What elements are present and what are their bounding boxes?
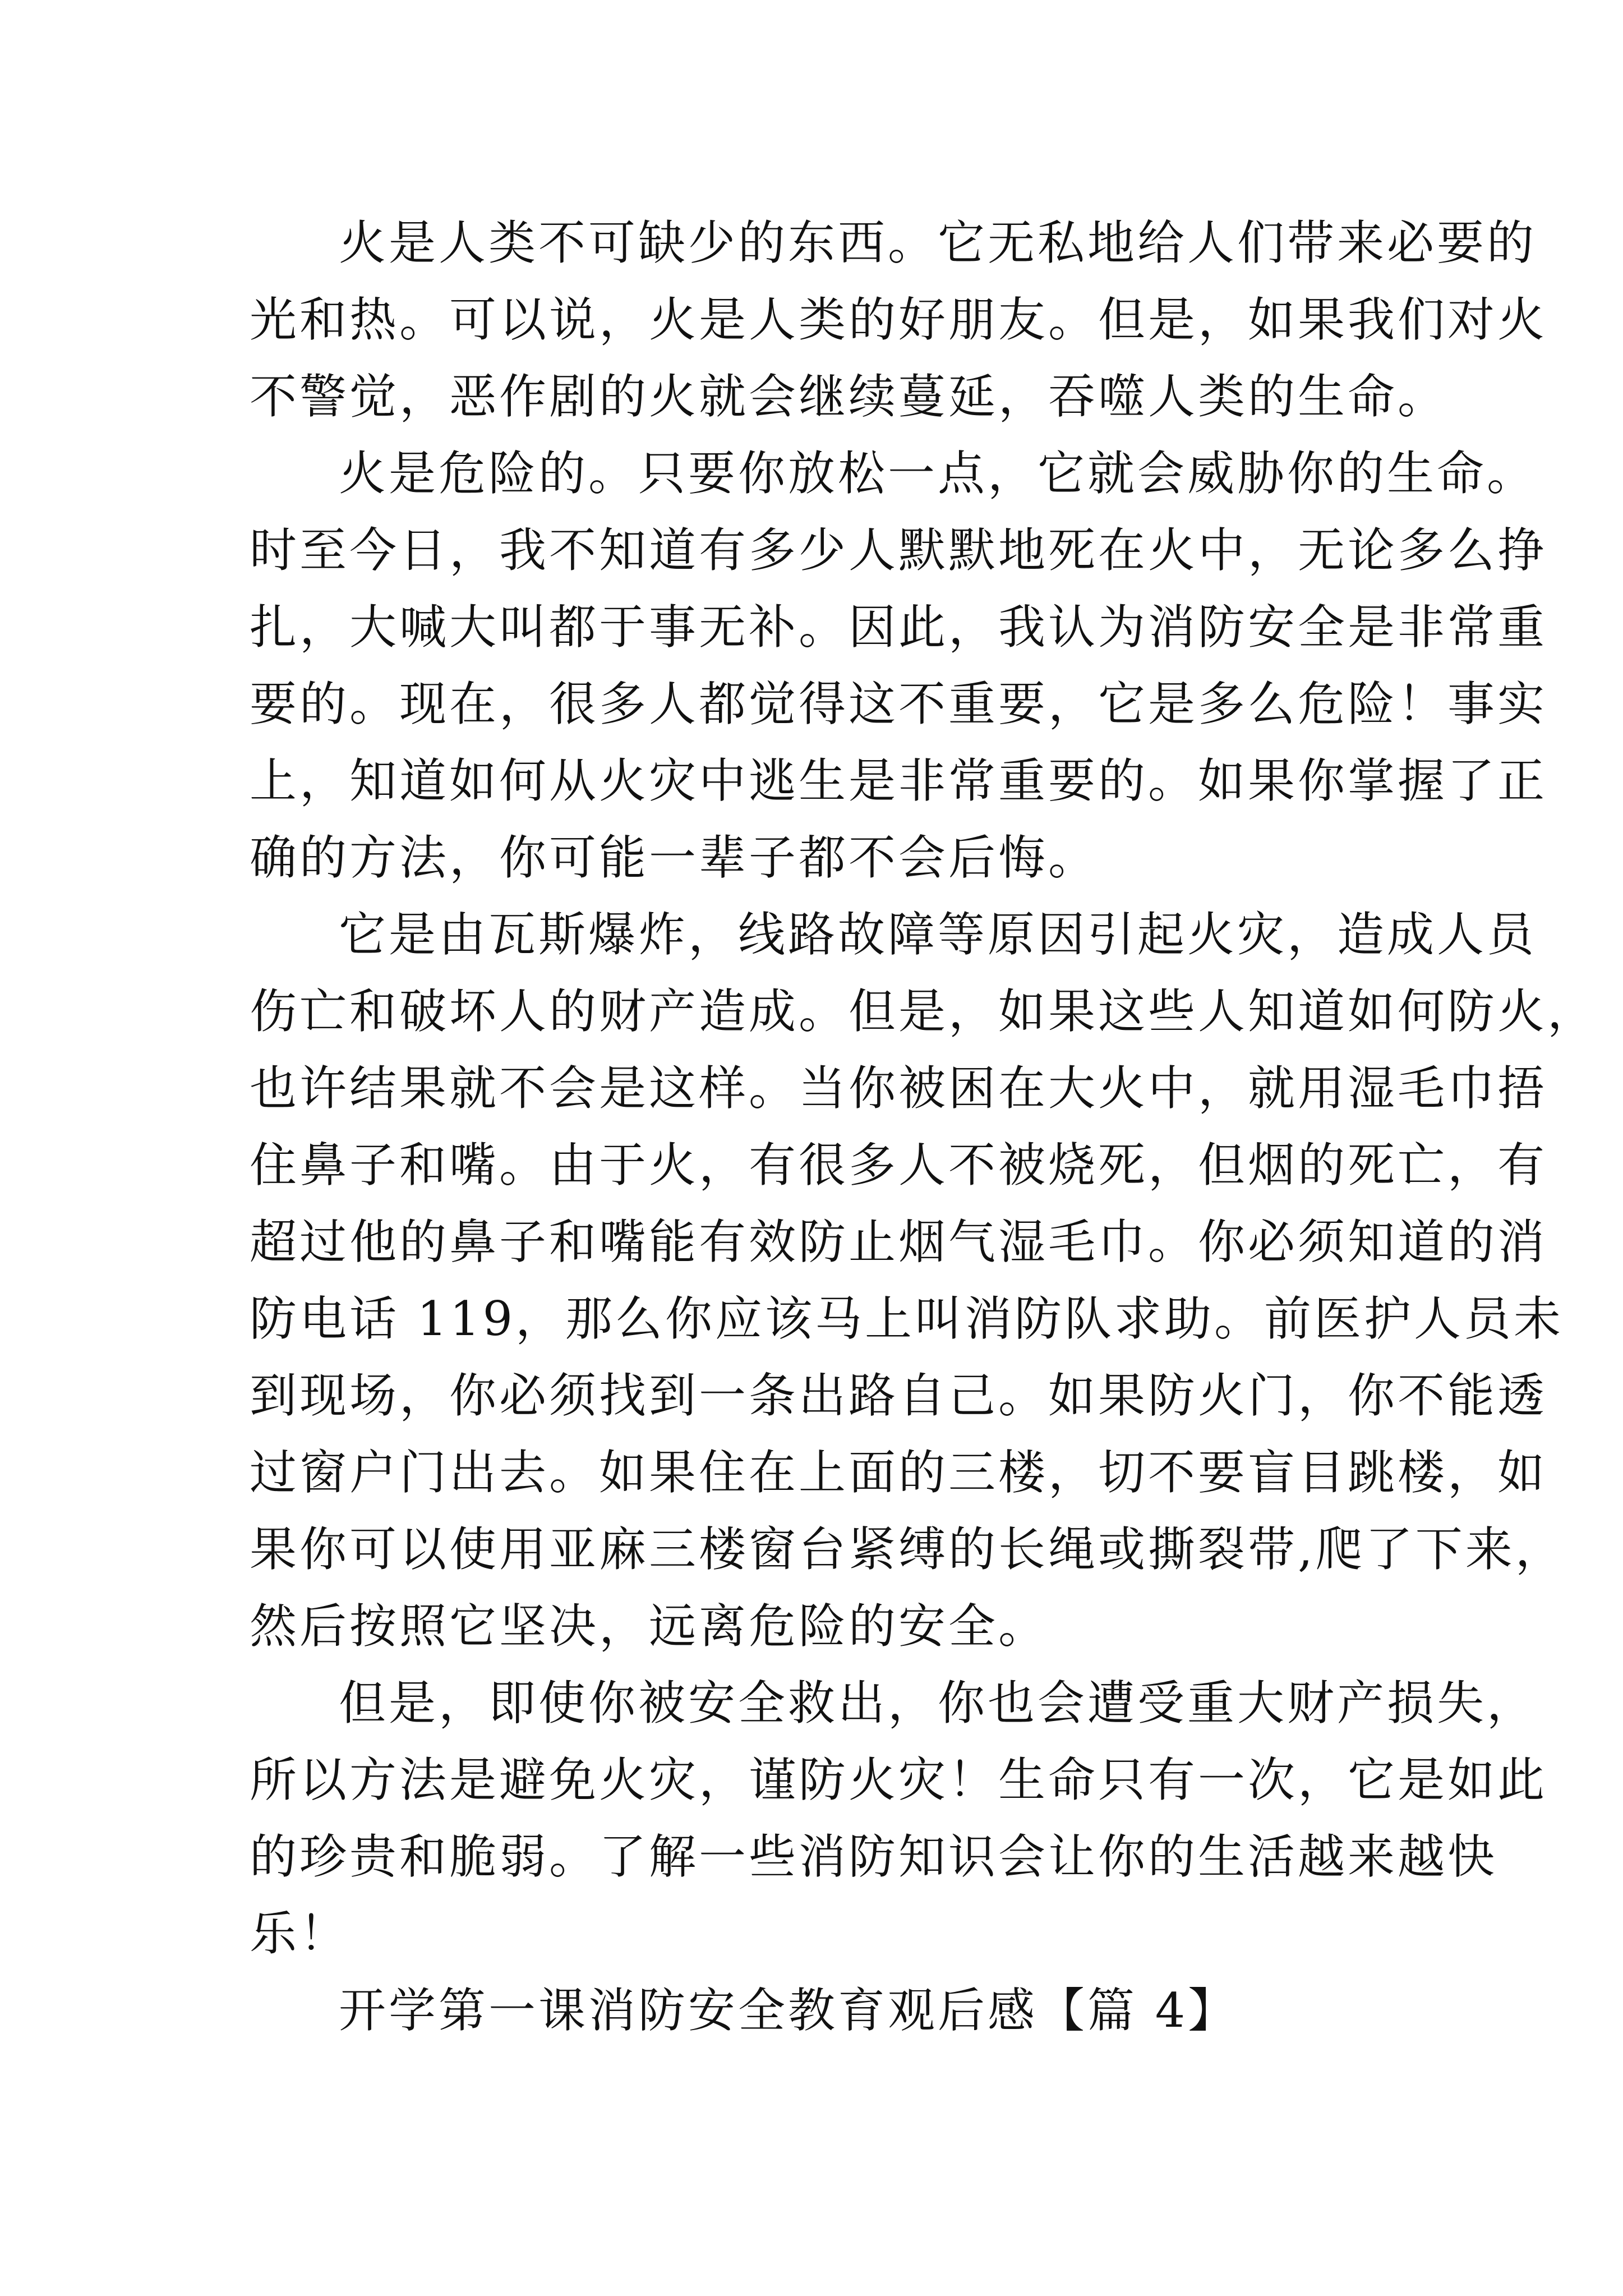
paragraph-4-line-4: 乐！ <box>250 1906 350 1961</box>
paragraph-1-line-1: 火是人类不可缺少的东西。它无私地给人们带来必要的 <box>339 215 1537 270</box>
paragraph-1-line-2: 光和热。可以说，火是人类的好朋友。但是，如果我们对火 <box>250 292 1548 347</box>
paragraph-2-line-2: 时至今日，我不知道有多少人默默地死在火中，无论多么挣 <box>250 523 1548 578</box>
paragraph-3-line-8: 过窗户门出去。如果住在上面的三楼，切不要盲目跳楼，如 <box>250 1445 1548 1500</box>
paragraph-2-line-4: 要的。现在，很多人都觉得这不重要，它是多么危险！事实 <box>250 677 1548 731</box>
paragraph-2-line-6: 确的方法，你可能一辈子都不会后悔。 <box>250 830 1099 885</box>
paragraph-2-line-3: 扎，大喊大叫都于事无补。因此，我认为消防安全是非常重 <box>250 600 1548 655</box>
paragraph-3-line-6: 防电话 119，那么你应该马上叫消防队求助。前医护人员未 <box>250 1291 1564 1346</box>
paragraph-3-line-2: 伤亡和破坏人的财产造成。但是，如果这些人知道如何防火， <box>250 984 1598 1039</box>
section-heading: 开学第一课消防安全教育观后感【篇 4】 <box>339 1983 1238 2038</box>
paragraph-3-line-10: 然后按照它坚决，远离危险的安全。 <box>250 1599 1049 1654</box>
paragraph-1-line-3: 不警觉，恶作剧的火就会继续蔓延，吞噬人类的生命。 <box>250 369 1448 424</box>
paragraph-4-line-2: 所以方法是避免火灾，谨防火灾！生命只有一次，它是如此 <box>250 1752 1548 1807</box>
paragraph-3-line-7: 到现场，你必须找到一条出路自己。如果防火门，你不能透 <box>250 1368 1548 1423</box>
paragraph-4-line-3: 的珍贵和脆弱。了解一些消防知识会让你的生活越来越快 <box>250 1829 1498 1884</box>
paragraph-2-line-5: 上，知道如何从火灾中逃生是非常重要的。如果你掌握了正 <box>250 753 1548 808</box>
paragraph-4-line-1: 但是，即使你被安全救出，你也会遭受重大财产损失， <box>339 1676 1537 1731</box>
paragraph-3-line-1: 它是由瓦斯爆炸，线路故障等原因引起火灾，造成人员 <box>339 907 1537 962</box>
paragraph-3-line-4: 住鼻子和嘴。由于火，有很多人不被烧死，但烟的死亡，有 <box>250 1138 1548 1193</box>
paragraph-2-line-1: 火是危险的。只要你放松一点，它就会威胁你的生命。 <box>339 446 1537 501</box>
paragraph-3-line-3: 也许结果就不会是这样。当你被困在大火中，就用湿毛巾捂 <box>250 1061 1548 1116</box>
paragraph-3-line-9: 果你可以使用亚麻三楼窗台紧缚的长绳或撕裂带,爬了下来， <box>250 1522 1565 1577</box>
paragraph-3-line-5: 超过他的鼻子和嘴能有效防止烟气湿毛巾。你必须知道的消 <box>250 1214 1548 1269</box>
